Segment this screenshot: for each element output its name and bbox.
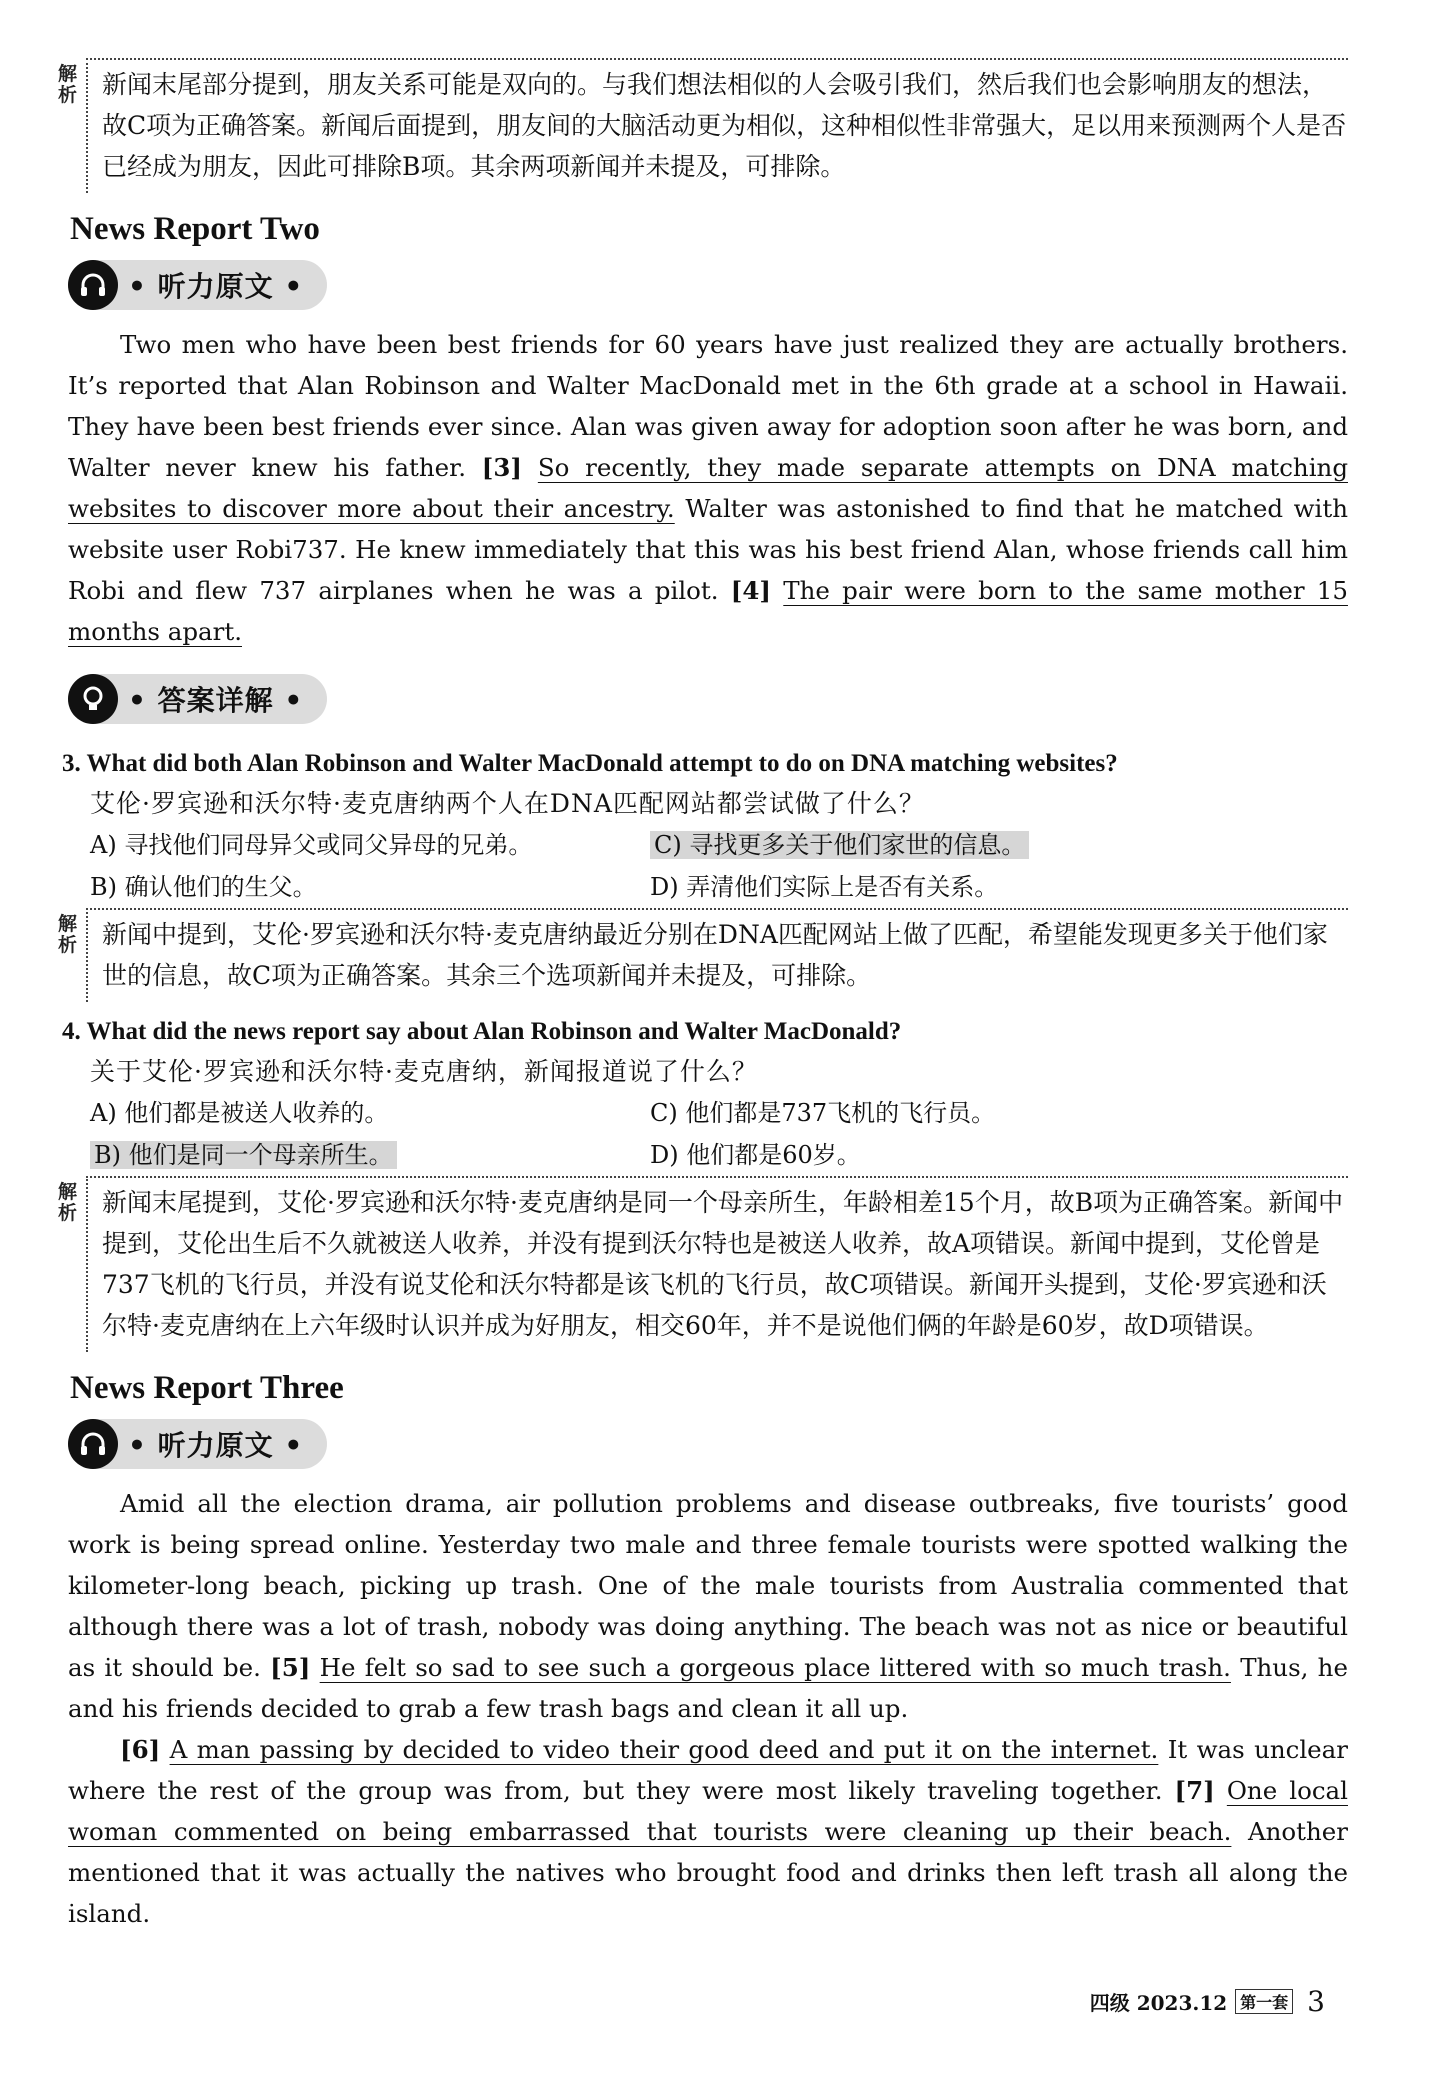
analysis-label: 解 析 [58,63,78,106]
question-4: 4. What did the news report say about Alan Robinson and Walter MacDonald? [62,1018,902,1045]
script-label: • 听力原文 • [128,270,304,303]
page-footer [1090,1985,1325,2018]
script-header [68,1419,327,1469]
question-marker-5: [5] [270,1653,311,1682]
footer-set: 第一套 [1235,1989,1293,2014]
analysis-block-q4: 解 析 新闻末尾提到，艾伦·罗宾逊和沃尔特·麦克唐纳是同一个母亲所生，年龄相差15个月，故B项为正确答案。新闻中提到，艾伦出生后不久就被送人收养，并没有提到沃尔特也是被送人收养，故A项错误。新闻中提到，艾伦曾是737飞机的飞行员，并没有说艾伦和沃尔特都是该飞机的飞行员，故C项错误。新闻开头提到，艾伦·罗宾逊和沃尔特·麦克唐纳在上六年级时认识并成为好朋友，相交60年，并不是说他们俩的年龄是60岁，故D项错误。 [58,1176,1348,1352]
key-sentence-7: One local woman commented on being embarrassed that tourists were cleaning up their beach. [68,1776,1348,1846]
headphones-icon [68,260,118,310]
page-number: 3 [1307,1985,1325,2018]
answers-label: • 答案详解 • [128,684,304,717]
transcript-report-two: Two men who have been best friends for 60 years have just realized they are actually brothers. It’s reported that Alan Robinson and Walter MacDonald met in the 6th grade at a school in Hawaii. They have been best friends ever since. Alan was given away for adoption soon after he was born, and Walter never knew his father. [3] So recently, they made separate attempts on DNA matching websites to discover more about their ancestry. Walter was astonished to find that he matched with website user Robi737. He knew immediately that this was his best friend Alan, whose friends call him Robi and flew 737 airplanes when he was a pilot. [4] The pair were born to the same mother 15 months apart. [68,330,1349,646]
question-marker-3: [3] [481,453,523,482]
script-header [68,260,327,310]
option-c: C) 他们都是737飞机的飞行员。 [650,1099,996,1127]
transcript-report-three-p2: [6] A man passing by decided to video their good deed and put it on the internet. It was unclear where the rest of the group was from, but they were most likely traveling together. [7] One local woman commented on being embarrassed that tourists were cleaning up their beach. Another mentioned that it was actually the natives who brought food and drinks then left trash all along the island. [68,1735,1348,1928]
analysis-text: 新闻中提到，艾伦·罗宾逊和沃尔特·麦克唐纳最近分别在DNA匹配网站上做了匹配，希望能发现更多关于他们家世的信息，故C项为正确答案。其余三个选项新闻并未提及，可排除。 [86,908,1348,1002]
key-sentence-3: So recently, they made separate attempts on DNA matching websites to discover more about their ancestry. [68,453,1348,523]
question-marker-4: [4] [730,576,772,605]
analysis-block-q3: 解 析 新闻中提到，艾伦·罗宾逊和沃尔特·麦克唐纳最近分别在DNA匹配网站上做了匹配，希望能发现更多关于他们家世的信息，故C项为正确答案。其余三个选项新闻并未提及，可排除。 [58,908,1348,1002]
question-marker-6: [6] [120,1735,161,1764]
headphones-icon [68,1419,118,1469]
question-3-options [90,824,1348,908]
lightbulb-icon [68,674,118,724]
option-b: B) 确认他们的生父。 [90,873,317,901]
key-sentence-5: He felt so sad to see such a gorgeous place littered with so much trash. [319,1653,1231,1682]
script-label: • 听力原文 • [128,1429,304,1462]
question-3: 3. What did both Alan Robinson and Walter MacDonald attempt to do on DNA matching websites? [62,750,1118,777]
question-4-cn: 关于艾伦·罗宾逊和沃尔特·麦克唐纳，新闻报道说了什么？ [90,1057,758,1086]
section-title-report-two: News Report Two [70,211,320,247]
key-sentence-4: The pair were born to the same mother 15 months apart. [68,576,1348,646]
option-d: D) 他们都是60岁。 [650,1141,861,1169]
question-marker-7: [7] [1174,1776,1215,1805]
page [58,58,1348,1934]
analysis-block-q2 [58,58,1348,193]
question-3-cn: 艾伦·罗宾逊和沃尔特·麦克唐纳两个人在DNA匹配网站都尝试做了什么？ [90,789,925,818]
option-a: A) 寻找他们同母异父或同父异母的兄弟。 [90,831,533,859]
footer-level: 四级 2023.12 [1089,1991,1228,2015]
option-b-correct: B) 他们是同一个母亲所生。 [90,1141,397,1169]
answers-header [68,674,327,724]
key-sentence-6: A man passing by decided to video their good deed and put it on the internet. [169,1735,1159,1764]
analysis-text: 新闻末尾部分提到，朋友关系可能是双向的。与我们想法相似的人会吸引我们，然后我们也会影响朋友的想法，故C项为正确答案。新闻后面提到，朋友间的大脑活动更为相似，这种相似性非常强大，足以用来预测两个人是否已经成为朋友，因此可排除B项。其余两项新闻并未提及，可排除。 [86,58,1348,193]
option-c-correct: C) 寻找更多关于他们家世的信息。 [650,831,1029,859]
analysis-text: 新闻末尾提到，艾伦·罗宾逊和沃尔特·麦克唐纳是同一个母亲所生，年龄相差15个月，故B项为正确答案。新闻中提到，艾伦出生后不久就被送人收养，并没有提到沃尔特也是被送人收养，故A项错误。新闻中提到，艾伦曾是737飞机的飞行员，并没有说艾伦和沃尔特都是该飞机的飞行员，故C项错误。新闻开头提到，艾伦·罗宾逊和沃尔特·麦克唐纳在上六年级时认识并成为好朋友，相交60年，并不是说他们俩的年龄是60岁，故D项错误。 [86,1176,1348,1352]
section-title-report-three: News Report Three [70,1370,344,1406]
option-a: A) 他们都是被送人收养的。 [90,1099,389,1127]
question-4-options [90,1092,1348,1176]
option-d: D) 弄清他们实际上是否有关系。 [650,873,999,901]
transcript-report-three-p1: Amid all the election drama, air pollution problems and disease outbreaks, five tourists’ good work is being spread online. Yesterday two male and three female tourists were spotted walking the kilometer-long beach, picking up trash. One of the male tourists from Australia commented that although there was a lot of trash, nobody was doing anything. The beach was not as nice or beautiful as it should be. [5] He felt so sad to see such a gorgeous place littered with so much trash. Thus, he and his friends decided to grab a few trash bags and clean it all up. [68,1489,1348,1723]
